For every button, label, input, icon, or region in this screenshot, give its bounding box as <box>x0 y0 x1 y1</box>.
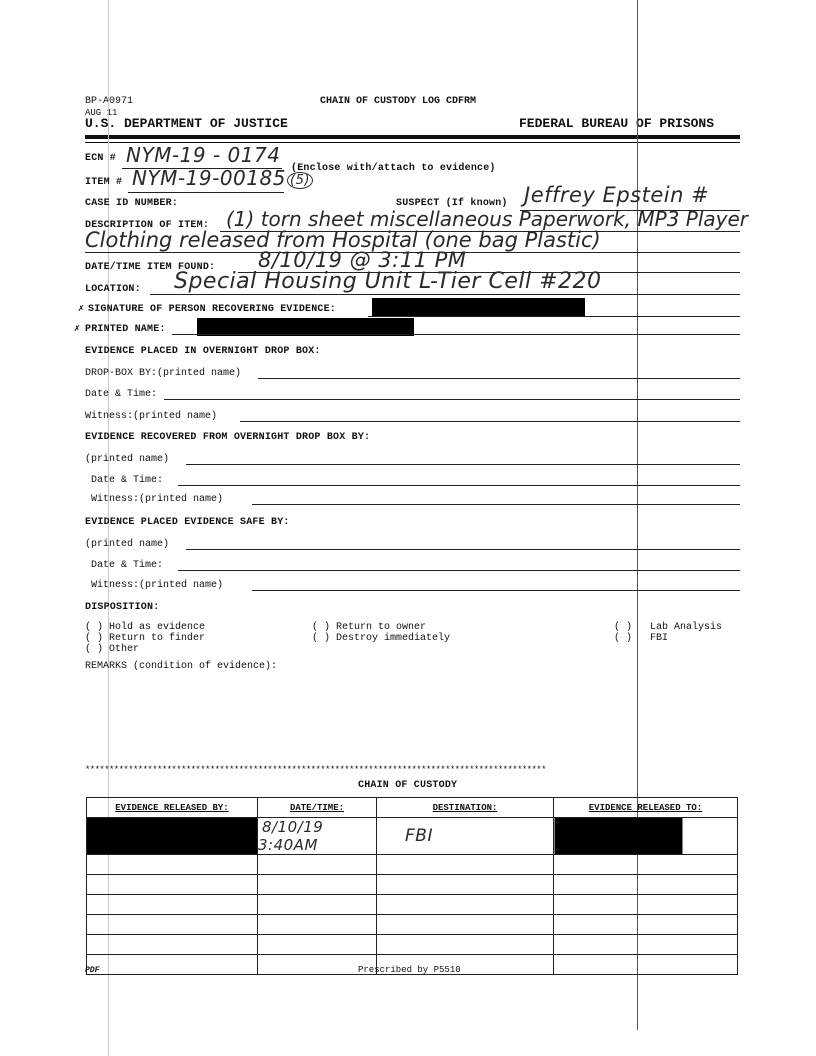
description-line-1: (1) torn sheet miscellaneous Paperwork, MP3 Player <box>226 207 749 231</box>
disposition-lab-label: Lab Analysis <box>650 622 723 633</box>
drop-box-by-line <box>258 378 740 379</box>
location-line <box>150 294 740 295</box>
table-row <box>87 915 738 935</box>
chain-stars-divider: ************************************************************************************************ <box>85 765 546 775</box>
recovered-witness-label: Witness:(printed name) <box>91 494 224 505</box>
form-code: BP-A0971 <box>85 96 134 107</box>
drop-box-datetime-label: Date & Time: <box>85 389 158 400</box>
disposition-heading: DISPOSITION: <box>85 602 160 613</box>
item-label: ITEM # <box>85 177 123 188</box>
remarks-label: REMARKS (condition of evidence): <box>85 661 278 672</box>
drop-box-heading: EVIDENCE PLACED IN OVERNIGHT DROP BOX: <box>85 346 321 357</box>
safe-name-label: (printed name) <box>85 539 170 550</box>
safe-name-line <box>186 549 740 550</box>
disposition-destroy-option[interactable]: ( ) Destroy immediately <box>312 633 451 644</box>
safe-heading: EVIDENCE PLACED EVIDENCE SAFE BY: <box>85 517 290 528</box>
datetime-found-label: DATE/TIME ITEM FOUND: <box>85 262 216 273</box>
recovered-datetime-label: Date & Time: <box>91 475 164 486</box>
enclose-note: (Enclose with/attach to evidence) <box>291 163 496 174</box>
printed-name-line <box>172 334 740 335</box>
chain-heading: CHAIN OF CUSTODY <box>358 780 458 791</box>
disposition-hold-option[interactable]: ( ) Hold as evidence <box>85 622 206 633</box>
col-destination: DESTINATION: <box>377 798 554 818</box>
disposition-return-owner-option[interactable]: ( ) Return to owner <box>312 622 427 633</box>
drop-box-witness-label: Witness:(printed name) <box>85 411 218 422</box>
col-released-by: EVIDENCE RELEASED BY: <box>87 798 258 818</box>
description-label: DESCRIPTION OF ITEM: <box>85 220 210 231</box>
safe-witness-line <box>252 590 740 591</box>
table-row <box>87 855 738 875</box>
table-cell <box>377 818 554 855</box>
item-line <box>128 192 284 193</box>
safe-datetime-line <box>178 570 740 571</box>
bureau-name: FEDERAL BUREAU OF PRISONS <box>519 116 715 131</box>
disposition-other-option[interactable]: ( ) Other <box>85 644 140 655</box>
safe-witness-label: Witness:(printed name) <box>91 580 224 591</box>
printed-name-label: PRINTED NAME: <box>85 324 166 335</box>
datetime-found-value: 8/10/19 @ 3:11 PM <box>258 248 467 272</box>
safe-datetime-label: Date & Time: <box>91 560 164 571</box>
signature-redaction <box>372 298 585 317</box>
drop-box-witness-line <box>240 421 740 422</box>
table-row <box>87 895 738 915</box>
disposition-fbi-label: FBI <box>650 633 669 644</box>
released-by-redaction <box>87 818 258 855</box>
col-released-to: EVIDENCE RELEASED TO: <box>554 798 738 818</box>
row1-destination: FBI <box>405 826 433 846</box>
case-id-label: CASE ID NUMBER: <box>85 198 179 209</box>
header-rule <box>85 135 740 139</box>
signature-check-mark: ✗ <box>78 304 85 315</box>
table-row <box>87 875 738 895</box>
disposition-fbi-checkbox[interactable]: ( ) <box>614 633 633 644</box>
form-date-code: AUG 11 <box>85 108 118 118</box>
chain-header-row <box>87 798 738 818</box>
disposition-lab-checkbox[interactable]: ( ) <box>614 622 633 633</box>
col-datetime: DATE/TIME: <box>258 798 377 818</box>
row1-datetime: 8/10/19 3:40AM <box>258 818 324 854</box>
table-cell <box>258 818 377 855</box>
form-title: CHAIN OF CUSTODY LOG CDFRM <box>320 96 477 107</box>
footer-prescribed: Prescribed by P5510 <box>358 965 461 975</box>
department-name: U.S. DEPARTMENT OF JUSTICE <box>85 116 288 131</box>
released-to-redaction <box>554 818 738 855</box>
description-line-2: Clothing released from Hospital (one bag Plastic) <box>85 228 601 252</box>
footer-pdf: PDF <box>85 966 100 975</box>
recovered-name-line <box>186 464 740 465</box>
recovered-name-label: (printed name) <box>85 454 170 465</box>
signature-line <box>368 316 740 317</box>
item-circle-mark: (5) <box>287 172 313 189</box>
printed-name-check-mark: ✗ <box>74 324 81 335</box>
drop-box-datetime-line <box>164 399 740 400</box>
chain-table <box>86 797 738 975</box>
recovered-datetime-line <box>178 485 740 486</box>
signature-label: SIGNATURE OF PERSON RECOVERING EVIDENCE: <box>88 304 337 315</box>
disposition-return-finder-option[interactable]: ( ) Return to finder <box>85 633 206 644</box>
ecn-label: ECN # <box>85 153 117 164</box>
recovered-heading: EVIDENCE RECOVERED FROM OVERNIGHT DROP BOX BY: <box>85 432 371 443</box>
suspect-label: SUSPECT (If known) <box>396 198 508 209</box>
recovered-witness-line <box>252 504 740 505</box>
table-row <box>87 935 738 955</box>
suspect-value: Jeffrey Epstein # <box>524 183 710 207</box>
table-row <box>87 818 738 855</box>
location-label: LOCATION: <box>85 284 141 295</box>
item-value: NYM-19-00185 <box>132 166 286 190</box>
drop-box-by-label: DROP-BOX BY:(printed name) <box>85 368 242 379</box>
location-value: Special Housing Unit L-Tier Cell #220 <box>174 269 602 294</box>
ecn-value: NYM-19 - 0174 <box>126 143 281 167</box>
